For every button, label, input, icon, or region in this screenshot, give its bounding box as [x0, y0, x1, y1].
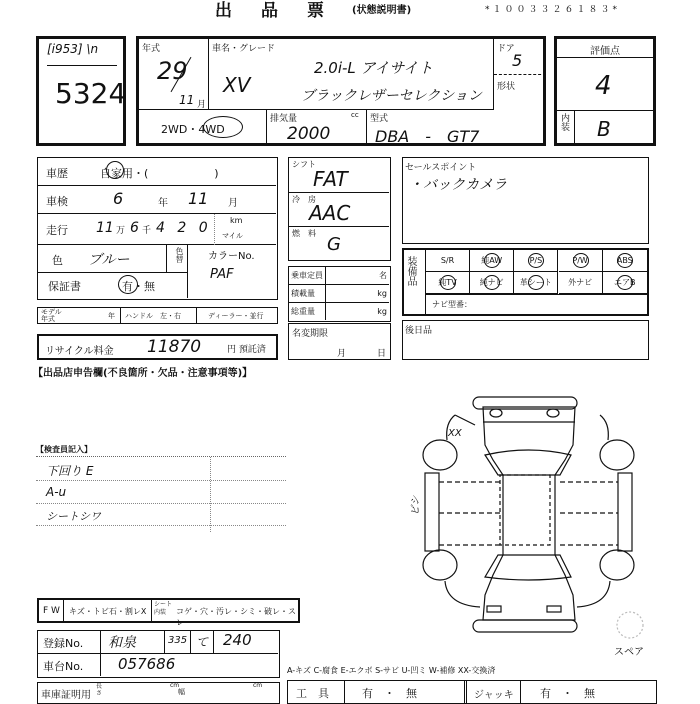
door-label: ドア [497, 44, 515, 54]
garage-length-label: 長さ [96, 683, 103, 697]
equipment-checked-circle [528, 253, 544, 268]
info-table [37, 157, 278, 300]
equipment-item-label: 純TV [438, 278, 457, 287]
fuel-value: G [327, 234, 341, 255]
equipment-item-label: ABS [616, 256, 633, 265]
equipment-item [514, 250, 558, 272]
fw-label: F W [43, 606, 60, 616]
inspector-note: シートシワ [46, 510, 101, 523]
grade-line-2: ブラックレザーセレクション [301, 88, 482, 104]
name-change-day: 日 [377, 349, 387, 359]
fw-items: キズ・トビ石・割レX [69, 607, 147, 616]
name-change-month: 月 [337, 349, 347, 359]
color-value: ブルー [88, 252, 130, 268]
seat-label: シート内装 [154, 601, 173, 616]
color-label: 色 [52, 254, 63, 267]
displacement-label: 排気量 [270, 114, 298, 124]
inspection-row [38, 186, 276, 214]
equipment-item [426, 272, 470, 294]
front-bumper [473, 620, 577, 632]
unit: cm [253, 682, 263, 689]
equipment-item [603, 250, 647, 272]
name-cell [209, 39, 494, 110]
sheet-subtitle: (状態説明書) [352, 5, 412, 16]
lot-number: 5324 [55, 77, 127, 110]
car-diagram [405, 385, 655, 645]
equipment-item [470, 250, 514, 272]
inspector-note: A-u [46, 485, 67, 499]
tools-label: 工 具 [296, 687, 329, 700]
equipment-checked-circle [617, 253, 633, 268]
tools-options: 有 ・ 無 [362, 687, 417, 700]
spare-label: スペア [614, 647, 644, 658]
registration-kana: て [196, 635, 209, 649]
equipment-item-label: S/R [440, 256, 455, 265]
lot-tag: [i953] \n [47, 42, 99, 56]
model-label: 型式 [370, 114, 389, 124]
equipment-table [402, 248, 649, 316]
displacement-value: 2000 [287, 124, 331, 144]
damage-legend: A-キズ C-腐食 E-エクボ S-サビ U-凹ミ W-補修 XX-交換済 [287, 666, 496, 675]
inspector-note: 下回り E [46, 464, 94, 478]
registration-label: 登録No. [43, 637, 84, 650]
equipment-item-label: P/W [572, 256, 588, 265]
wheel-front-right [600, 550, 634, 580]
equipment-item-label: 革シート [519, 278, 552, 287]
equipment-checked-circle [528, 275, 544, 290]
jack-label: ジャッキ [474, 690, 514, 701]
history-row [38, 158, 276, 186]
roof [500, 475, 550, 545]
garage-row [37, 682, 280, 704]
windshield [485, 555, 571, 580]
left-side-panel [425, 473, 439, 551]
equipment-checked-circle [484, 253, 500, 268]
seat-items: コゲ・穴・汚レ・シミ・破レ・スレ [176, 607, 296, 627]
interior-label: 内装 [557, 110, 575, 145]
sales-point-label: セールスポイント [405, 163, 477, 173]
capacity-unit: 名 [379, 271, 387, 280]
warranty-label: 保証書 [48, 280, 81, 293]
sales-point-value: ・バックカメラ [409, 177, 507, 193]
sheet-title: 出 品 票 [215, 1, 330, 21]
garage-width-label: 幅 [178, 688, 185, 696]
vehicle-box [136, 36, 546, 146]
inspector-label: 【検査員記入】 [36, 445, 92, 454]
dealer-options: ディーラー・並行 [208, 312, 264, 320]
shift-value: FAT [313, 167, 348, 191]
mileage-sen-unit: 千 [142, 226, 152, 236]
barcode-number: *１００３３２６１８３* [485, 5, 621, 15]
spare-tire-icon [617, 612, 643, 638]
drive-options: 2WD・4WD [161, 123, 225, 136]
tools-row [287, 680, 657, 704]
month-value: 11 [179, 93, 195, 107]
fw-row [37, 598, 300, 627]
inspection-month-unit: 月 [228, 198, 238, 209]
inspection-label: 車検 [46, 195, 68, 208]
mileage-sen: 6 [130, 220, 139, 236]
equipment-checked-circle [484, 275, 500, 290]
later-items-label: 後日品 [405, 326, 433, 336]
year-label: 年式 [142, 44, 161, 54]
model-value: DBA - GT7 [375, 127, 480, 146]
name-change-label: 名変期限 [292, 329, 329, 339]
month-unit: 月 [197, 100, 207, 110]
chassis-label: 車台No. [43, 660, 84, 673]
garage-label: 車庫証明用 [41, 690, 91, 701]
inspection-year-unit: 年 [158, 198, 168, 209]
mileage-row [38, 214, 276, 245]
ac-value: AAC [309, 201, 351, 225]
equipment-checked-circle [573, 253, 589, 268]
fuel-label: 燃 料 [292, 229, 316, 238]
unit: cm [170, 682, 180, 689]
equipment-item-label: 外ナビ [568, 278, 593, 287]
mileage-rest: 4 2 0 [156, 220, 212, 236]
year-value: 29 [157, 57, 188, 85]
color-row [38, 245, 188, 273]
registration-table [37, 630, 280, 678]
model-year-label: モデル年式 [41, 308, 62, 323]
car-name: XV [223, 73, 251, 97]
history-selected-circle [106, 161, 124, 179]
interior-score: B [597, 117, 611, 141]
model-year-unit: 年 [108, 312, 115, 320]
later-items-box [402, 320, 649, 360]
equipment-item [514, 272, 558, 294]
warranty-selected-circle [118, 275, 138, 294]
inspection-month: 11 [188, 189, 209, 208]
capacity-table [288, 266, 391, 322]
equipment-item [603, 272, 647, 294]
mileage-unit-mile: マイル [222, 232, 243, 240]
drive-selected-circle [203, 116, 243, 138]
equipment-item [470, 272, 514, 294]
mileage-man: 11 [96, 220, 114, 236]
registration-area: 和泉 [108, 635, 136, 651]
grade-line-1: 2.0i-L アイサイト [314, 59, 434, 77]
equipment-item-label: 純AW [481, 256, 503, 265]
mileage-label: 走行 [46, 224, 68, 237]
equipment-item [559, 272, 603, 294]
warranty-options: 有・無 [122, 280, 155, 293]
wheel-rear-right [600, 440, 634, 470]
equipment-item [426, 250, 470, 272]
equipment-label: 装備品 [404, 250, 426, 314]
sales-point-box [402, 157, 649, 244]
year-cell [139, 39, 209, 110]
navi-model-label: ナビ型番： [432, 300, 472, 309]
repaint-label: 色替 [166, 245, 188, 273]
equipment-checked-circle [440, 275, 456, 290]
recycle-amount: 11870 [147, 337, 202, 357]
registration-number: 240 [223, 631, 252, 649]
equipment-item-label: 純ナビ [479, 278, 504, 287]
chassis-number: 057686 [118, 655, 176, 673]
wheel-rear-left [423, 440, 457, 470]
equipment-item-label: P/S [529, 256, 543, 265]
weight-unit: kg [377, 307, 387, 316]
mileage-unit-km: km [230, 216, 243, 225]
seller-notes-label: 【出品店申告欄(不良箇所・欠品・注意事項等)】 [33, 368, 253, 379]
recycle-row [37, 334, 278, 360]
weight-label: 総重量 [291, 307, 315, 316]
model-cell [367, 110, 545, 146]
history-label: 車歴 [46, 167, 68, 180]
ac-label: 冷 房 [292, 195, 316, 204]
shape-label: 形状 [497, 82, 516, 92]
inspector-notes [36, 456, 286, 531]
lot-box [36, 36, 126, 146]
displacement-unit: cc [351, 111, 359, 119]
door-count: 5 [512, 51, 523, 70]
jack-options: 有 ・ 無 [540, 687, 595, 700]
name-label: 車名・グレード [212, 44, 276, 54]
color-no-value: PAF [210, 267, 234, 282]
capacity-label: 乗車定員 [291, 271, 323, 280]
wheel-front-left [423, 550, 457, 580]
handle-options: ハンドル 左・右 [125, 312, 181, 320]
equipment-item-label: エアB [614, 278, 636, 287]
inspection-year: 6 [113, 189, 124, 208]
damage-mark: ビシ [410, 495, 422, 516]
model-year-row [37, 307, 278, 324]
name-change-box [288, 323, 391, 360]
rating-score: 4 [595, 71, 612, 101]
equipment-item [559, 250, 603, 272]
color-no-cell [188, 245, 276, 298]
shift-label: シフト [292, 160, 316, 169]
color-no-label: カラーNo. [208, 251, 255, 262]
rating-box [554, 36, 656, 146]
warranty-row [38, 273, 188, 298]
load-unit: kg [377, 289, 387, 298]
door-cell [494, 39, 546, 75]
drive-cell [139, 110, 267, 146]
recycle-suffix: 円 預託済 [227, 345, 266, 355]
displacement-cell [267, 110, 367, 146]
load-label: 積載量 [291, 289, 315, 298]
damage-mark: XX [448, 428, 462, 439]
recycle-label: リサイクル料金 [45, 346, 114, 357]
right-side-panel [618, 473, 632, 551]
equipment-checked-circle [617, 275, 633, 290]
rating-label: 評価点 [557, 39, 653, 58]
registration-class: 335 [168, 635, 188, 646]
shift-box [288, 157, 391, 261]
history-value: 自家用・( ) [100, 167, 219, 180]
mileage-man-unit: 万 [116, 226, 126, 236]
